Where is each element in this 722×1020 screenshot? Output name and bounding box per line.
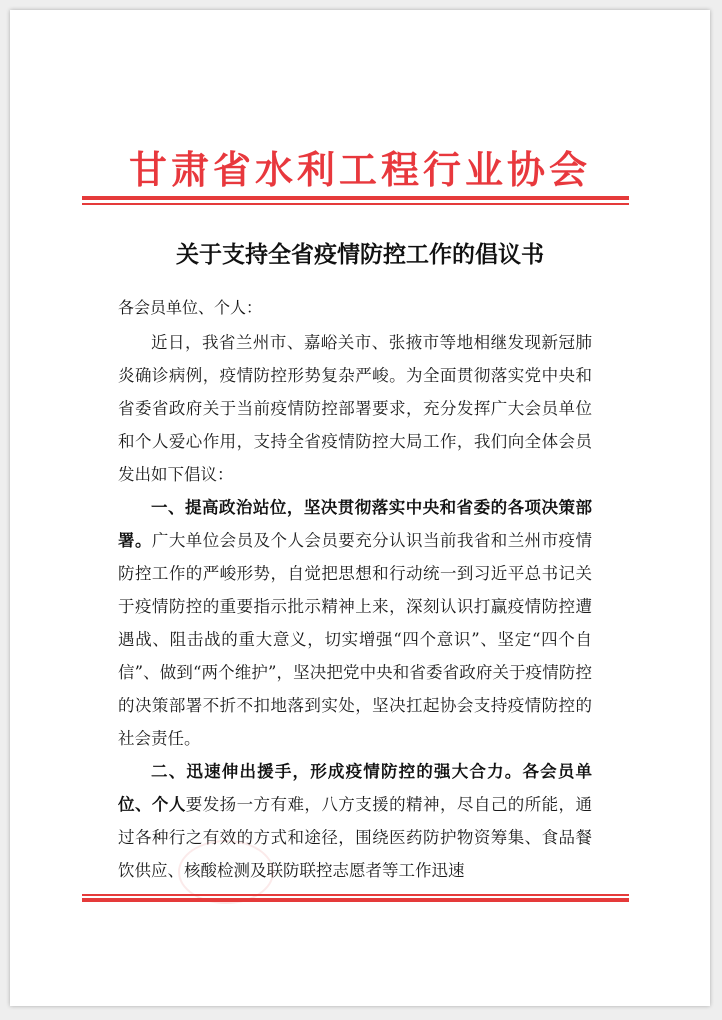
document-body (118, 326, 592, 887)
paragraph-intro (118, 326, 592, 491)
paragraph-heading: 一、提高政治站位，坚决贯彻落实中央和省委的各项决策部署。 (118, 498, 592, 550)
letterhead-rule-thick (82, 196, 629, 200)
paragraph-heading: 二、迅速伸出援手，形成疫情防控的强大合力。各会员单位、个人 (118, 762, 592, 814)
paragraph-text: 广大单位会员及个人会员要充分认识当前我省和兰州市疫情防控工作的严峻形势，自觉把思想和行动统一到习近平总书记关于疫情防控的重要指示批示精神上来，深刻认识打赢疫情防控遭遇战、阻击战的重大意义，切实增强“四个意识”、坚定“四个自信”、做到“两个维护”，坚决把党中央和省委省政府关于疫情防控的决策部署不折不扣地落到实处，坚决扛起协会支持疫情防控的社会责任。 (118, 531, 593, 748)
letterhead-org-name: 甘肃省水利工程行业协会 (128, 148, 591, 192)
letterhead-rule-thin (82, 203, 629, 205)
footer-rule-thick (82, 898, 629, 902)
paragraph-text: 要发扬一方有难，八方支援的精神，尽自己的所能，通过各种行之有效的方式和途径，围绕医药防护物资筹集、食品餐饮供应、核酸检测及联防联控志愿者等工作迅速 (118, 795, 593, 880)
salutation: 各会员单位、个人： (118, 298, 263, 317)
document-title: 关于支持全省疫情防控工作的倡议书 (176, 241, 544, 268)
paragraph-text: 近日，我省兰州市、嘉峪关市、张掖市等地相继发现新冠肺炎确诊病例，疫情防控形势复杂严峻。为全面贯彻落实党中央和省委省政府关于当前疫情防控部署要求，充分发挥广大会员单位和个人爱心作用，支持全省疫情防控大局工作，我们向全体会员发出如下倡议： (118, 333, 592, 484)
paragraph-item-1 (118, 491, 592, 755)
document-page (10, 10, 710, 1006)
footer-rule-thin (82, 894, 629, 896)
